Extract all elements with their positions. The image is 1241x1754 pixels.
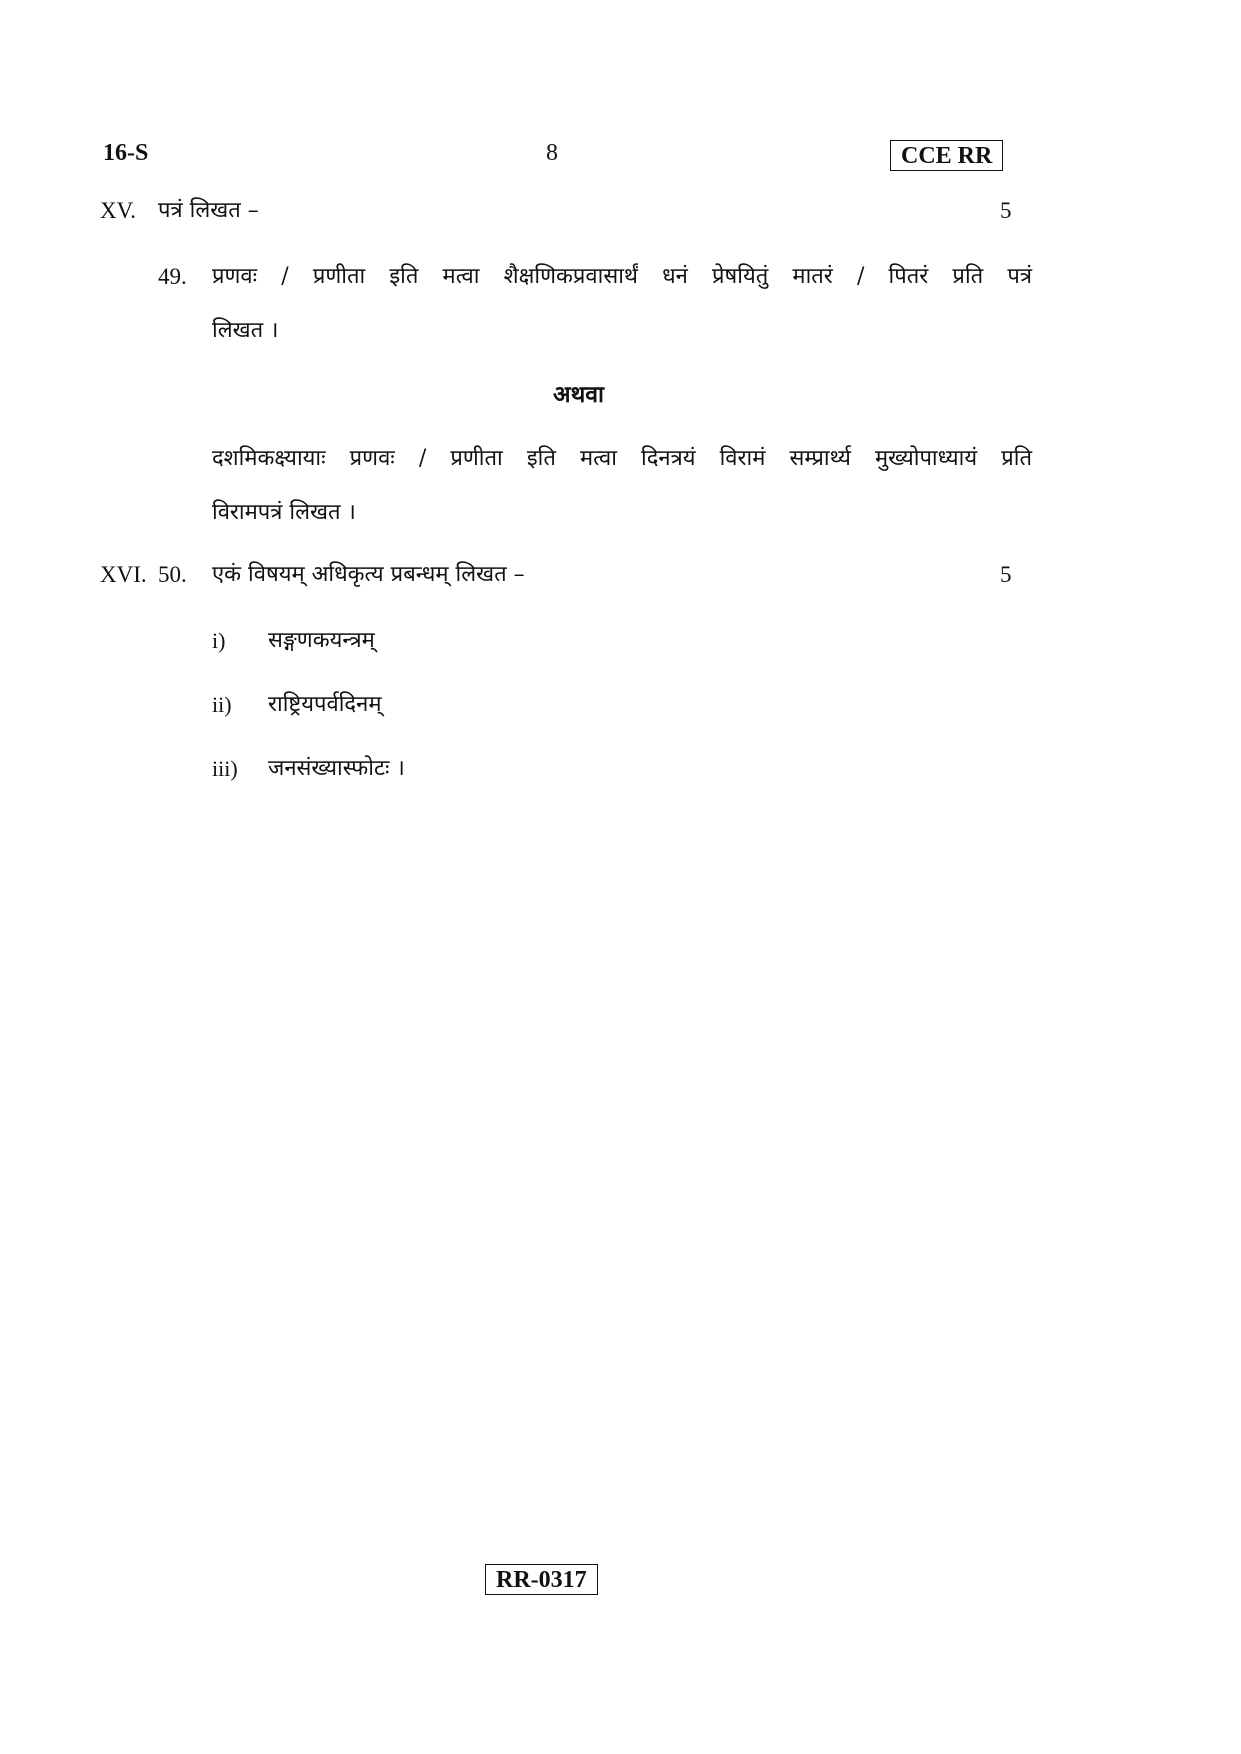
section-xvi-roman: XVI. (100, 562, 147, 587)
page-number: 8 (546, 140, 558, 166)
or-label: अथवा (553, 381, 605, 408)
paper-code: 16-S (103, 140, 149, 166)
section-xv-marks: 5 (1000, 198, 1012, 223)
option-label: ii) (212, 692, 232, 717)
alternate-line-2: विरामपत्रं लिखत । (212, 500, 356, 525)
option-text: सङ्गणकयन्त्रम् (268, 628, 375, 653)
series-code-box: CCE RR (890, 140, 1003, 171)
section-xvi-title: एकं विषयम् अधिकृत्य प्रबन्धम् लिखत – (212, 562, 525, 587)
question-49-number: 49. (158, 264, 187, 289)
option-label: iii) (212, 756, 238, 781)
option-text: जनसंख्यास्फोटः । (268, 756, 405, 781)
section-xv-roman: XV. (100, 198, 137, 223)
option-text: राष्ट्रियपर्वदिनम् (268, 692, 382, 717)
section-xv-title: पत्रं लिखत – (158, 198, 259, 223)
question-49-line-1: प्रणवः / प्रणीता इति मत्वा शैक्षणिकप्रवासार्थं धनं प्रेषयितुं मातरं / पितरं प्रति पत्रं (212, 264, 1032, 289)
question-49-line-2: लिखत । (212, 318, 279, 343)
question-50-number: 50. (158, 562, 187, 587)
alternate-line-1: दशमिकक्ष्यायाः प्रणवः / प्रणीता इति मत्वा दिनत्रयं विरामं सम्प्रार्थ्य मुख्योपाध्यायं प्रति (212, 446, 1032, 471)
footer-code-box: RR-0317 (485, 1564, 598, 1595)
section-xvi-marks: 5 (1000, 562, 1012, 587)
option-label: i) (212, 628, 226, 653)
